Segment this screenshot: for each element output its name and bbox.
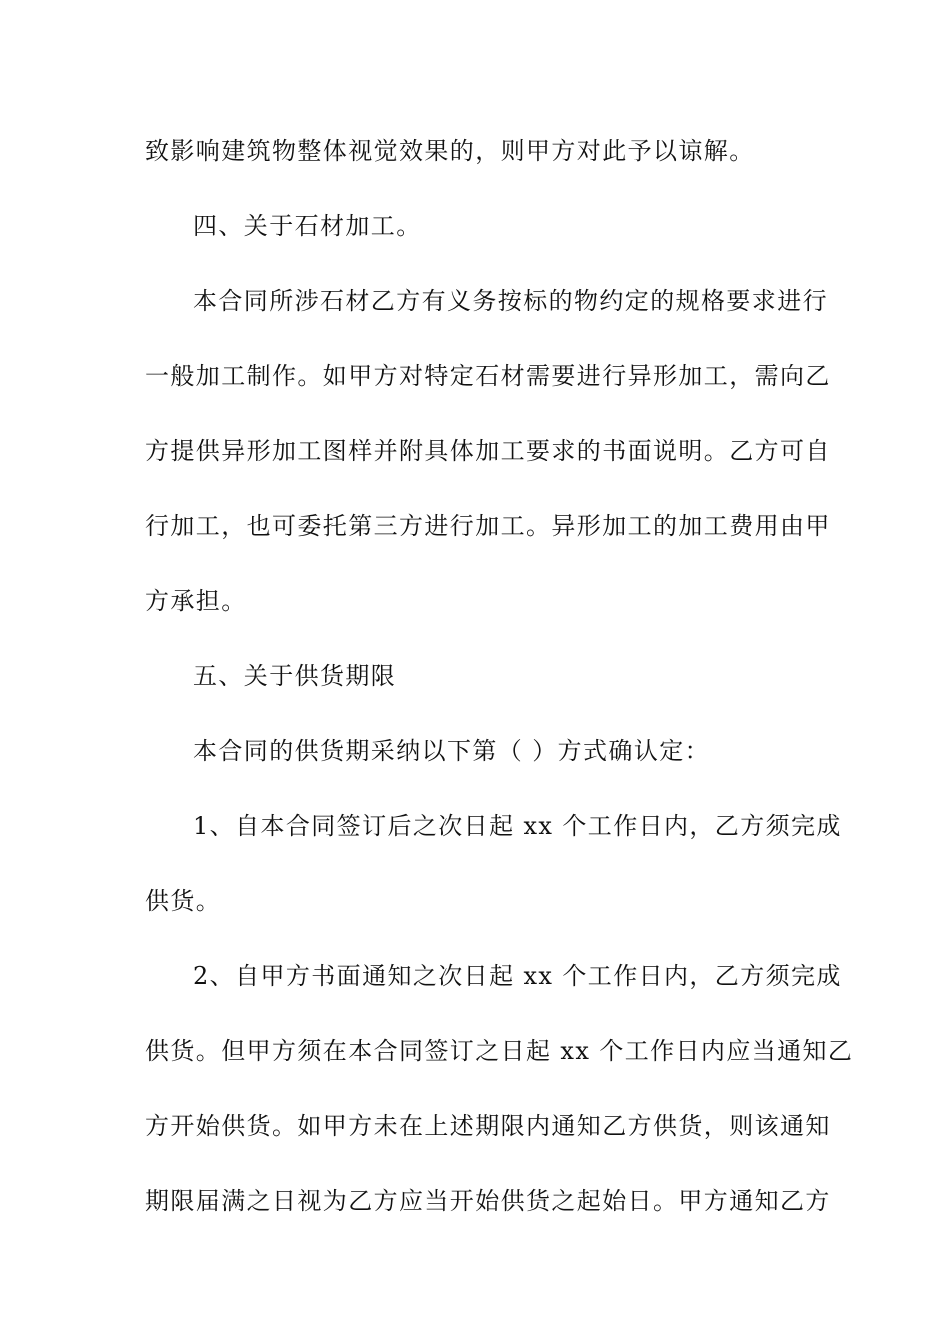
list-item-2: 2、自甲方书面通知之次日起 xx 个工作日内，乙方须完成 [193, 962, 842, 990]
paragraph-line: 方承担。 [145, 587, 247, 615]
list-item-1: 1、自本合同签订后之次日起 xx 个工作日内，乙方须完成 [193, 812, 842, 840]
paragraph-line: 行加工，也可委托第三方进行加工。异形加工的加工费用由甲 [145, 512, 831, 540]
section-heading-stone-processing: 四、关于石材加工。 [193, 212, 422, 240]
paragraph-line: 供货。但甲方须在本合同签订之日起 xx 个工作日内应当通知乙 [145, 1037, 854, 1065]
section-heading-supply-period: 五、关于供货期限 [193, 662, 397, 690]
paragraph-line: 致影响建筑物整体视觉效果的，则甲方对此予以谅解。 [145, 137, 755, 165]
paragraph-line: 方提供异形加工图样并附具体加工要求的书面说明。乙方可自 [145, 437, 831, 465]
paragraph-line: 本合同的供货期采纳以下第（ ）方式确认定： [193, 737, 711, 765]
paragraph-line: 方开始供货。如甲方未在上述期限内通知乙方供货，则该通知 [145, 1112, 831, 1140]
paragraph-line: 期限届满之日视为乙方应当开始供货之起始日。甲方通知乙方 [145, 1187, 831, 1215]
paragraph-line: 供货。 [145, 887, 222, 915]
paragraph-line: 一般加工制作。如甲方对特定石材需要进行异形加工，需向乙 [145, 362, 831, 390]
paragraph-line: 本合同所涉石材乙方有义务按标的物约定的规格要求进行 [193, 287, 828, 315]
